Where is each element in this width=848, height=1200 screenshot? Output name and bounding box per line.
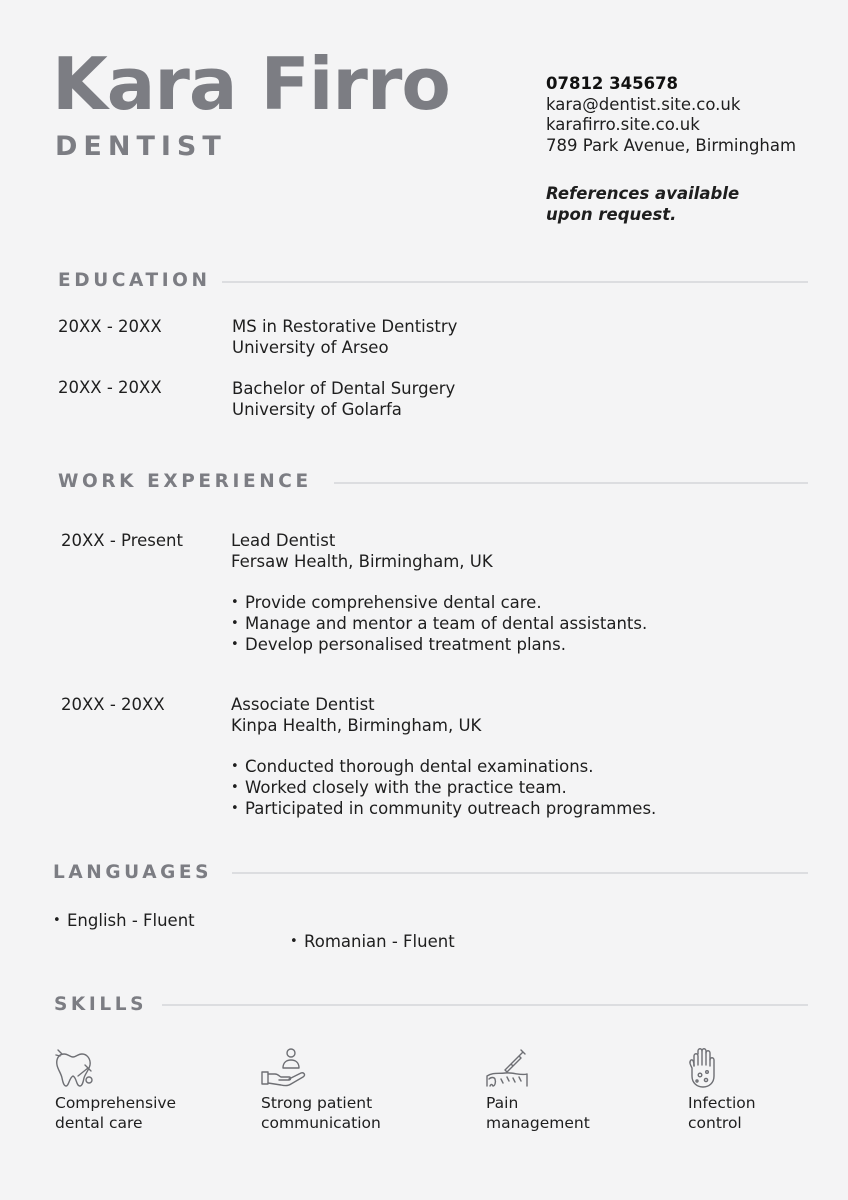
education-entry <box>232 379 455 420</box>
degree: Bachelor of Dental Surgery <box>232 379 456 398</box>
skills-divider <box>162 1004 808 1006</box>
education-entry <box>232 317 457 358</box>
skill-label <box>688 1094 756 1133</box>
skill-label-line: Pain <box>486 1094 519 1112</box>
language-item: • English - Fluent <box>53 911 848 932</box>
work-dates: 20XX - Present <box>61 531 183 550</box>
languages-divider <box>232 872 808 874</box>
skills-heading: SKILLS <box>54 994 148 1015</box>
skill-label-line: management <box>486 1113 590 1132</box>
duty-bullet: • Manage and mentor a team of dental assistants. <box>231 614 647 635</box>
work-dates: 20XX - 20XX <box>61 695 165 714</box>
skill-label <box>486 1094 590 1133</box>
education-dates: 20XX - 20XX <box>58 378 162 397</box>
candidate-name: Kara Firro <box>52 42 450 126</box>
skill-label <box>261 1094 381 1133</box>
education-heading: EDUCATION <box>58 270 211 291</box>
degree: MS in Restorative Dentistry <box>232 317 458 336</box>
email-address: kara@dentist.site.co.uk <box>546 94 741 114</box>
school: University of Golarfa <box>232 399 402 419</box>
skill-label-line: communication <box>261 1113 381 1132</box>
hand-person-icon <box>261 1046 305 1090</box>
references-note <box>546 184 739 225</box>
phone-number: 07812 345678 <box>546 74 679 93</box>
website: karafirro.site.co.uk <box>546 115 700 135</box>
duty-bullet: • Provide comprehensive dental care. <box>231 593 647 614</box>
address: 789 Park Avenue, Birmingham <box>546 136 797 156</box>
work-entry <box>231 695 656 819</box>
education-dates: 20XX - 20XX <box>58 317 162 336</box>
syringe-gum-icon <box>485 1046 529 1090</box>
duty-bullet: • Participated in community outreach programmes. <box>231 799 656 820</box>
duty-bullet: • Develop personalised treatment plans. <box>231 635 647 656</box>
references-line-1: References available <box>546 184 740 203</box>
skill-label-line: dental care <box>55 1113 143 1132</box>
education-divider <box>222 281 808 283</box>
job-role: Associate Dentist <box>231 695 375 714</box>
work-entry <box>231 531 647 655</box>
job-title: DENTIST <box>55 131 227 162</box>
skill-label <box>55 1094 176 1133</box>
job-role: Lead Dentist <box>231 531 336 550</box>
languages-heading: LANGUAGES <box>53 862 213 883</box>
references-line-2: upon request. <box>546 204 677 224</box>
work-experience-heading: WORK EXPERIENCE <box>58 471 312 492</box>
skill-label-line: Comprehensive <box>55 1094 177 1112</box>
hand-germs-icon <box>686 1046 730 1090</box>
skill-label-line: control <box>688 1113 742 1132</box>
skill-label-line: Strong patient <box>261 1094 373 1112</box>
company: Fersaw Health, Birmingham, UK <box>231 551 493 571</box>
language-item: • Romanian - Fluent <box>290 932 848 953</box>
work-experience-divider <box>334 482 808 484</box>
company: Kinpa Health, Birmingham, UK <box>231 715 482 735</box>
contact-block <box>546 74 796 157</box>
school: University of Arseo <box>232 337 389 357</box>
duty-bullet: • Worked closely with the practice team. <box>231 778 656 799</box>
duty-bullet: • Conducted thorough dental examinations. <box>231 757 656 778</box>
tooth-icon <box>54 1046 98 1090</box>
skill-label-line: Infection <box>688 1094 756 1112</box>
